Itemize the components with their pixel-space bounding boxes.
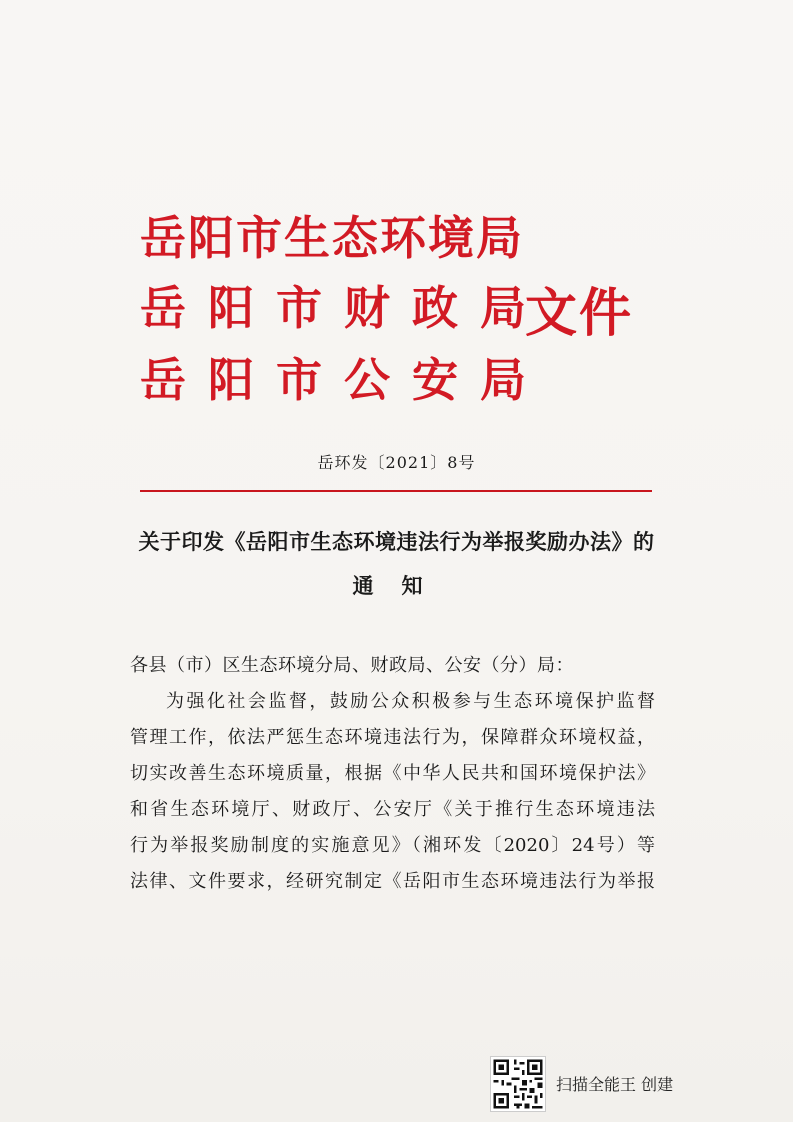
- salutation: 各县（市）区生态环境分局、财政局、公安（分）局：: [130, 655, 574, 676]
- paragraph-line: 法律、文件要求，经研究制定《岳阳市生态环境违法行为举报: [130, 871, 655, 892]
- qr-code-icon: [490, 1056, 546, 1112]
- document-body: [130, 648, 655, 900]
- masthead-document-suffix: 文件: [525, 284, 634, 344]
- document-title-notice: 通知: [352, 574, 451, 598]
- body-paragraph: [130, 684, 655, 900]
- paragraph-line: 管理工作，依法严惩生态环境违法行为，保障群众环境权益，: [130, 727, 655, 748]
- scanner-watermark-text: 扫描全能王 创建: [556, 1075, 674, 1094]
- paragraph-line: 和省生态环境厅、财政厅、公安厅《关于推行生态环境违法: [130, 799, 655, 820]
- masthead-issuer-police: 岳阳市公安局: [140, 353, 548, 407]
- document-title: 关于印发《岳阳市生态环境违法行为举报奖励办法》的: [138, 530, 655, 554]
- paragraph-line: 为强化社会监督，鼓励公众积极参与生态环境保护监督: [166, 691, 655, 712]
- document-number: 岳环发〔2021〕8号: [317, 453, 476, 472]
- paragraph-line: 切实改善生态环境质量，根据《中华人民共和国环境保护法》: [130, 763, 655, 784]
- red-divider: [140, 490, 652, 492]
- masthead-issuer-finance: 岳阳市财政局: [140, 281, 548, 335]
- masthead: [0, 0, 793, 420]
- paragraph-line: 行为举报奖励制度的实施意见》（湘环发〔2020〕24号）等: [130, 835, 655, 856]
- masthead-issuer-ecology: 岳阳市生态环境局: [140, 211, 524, 265]
